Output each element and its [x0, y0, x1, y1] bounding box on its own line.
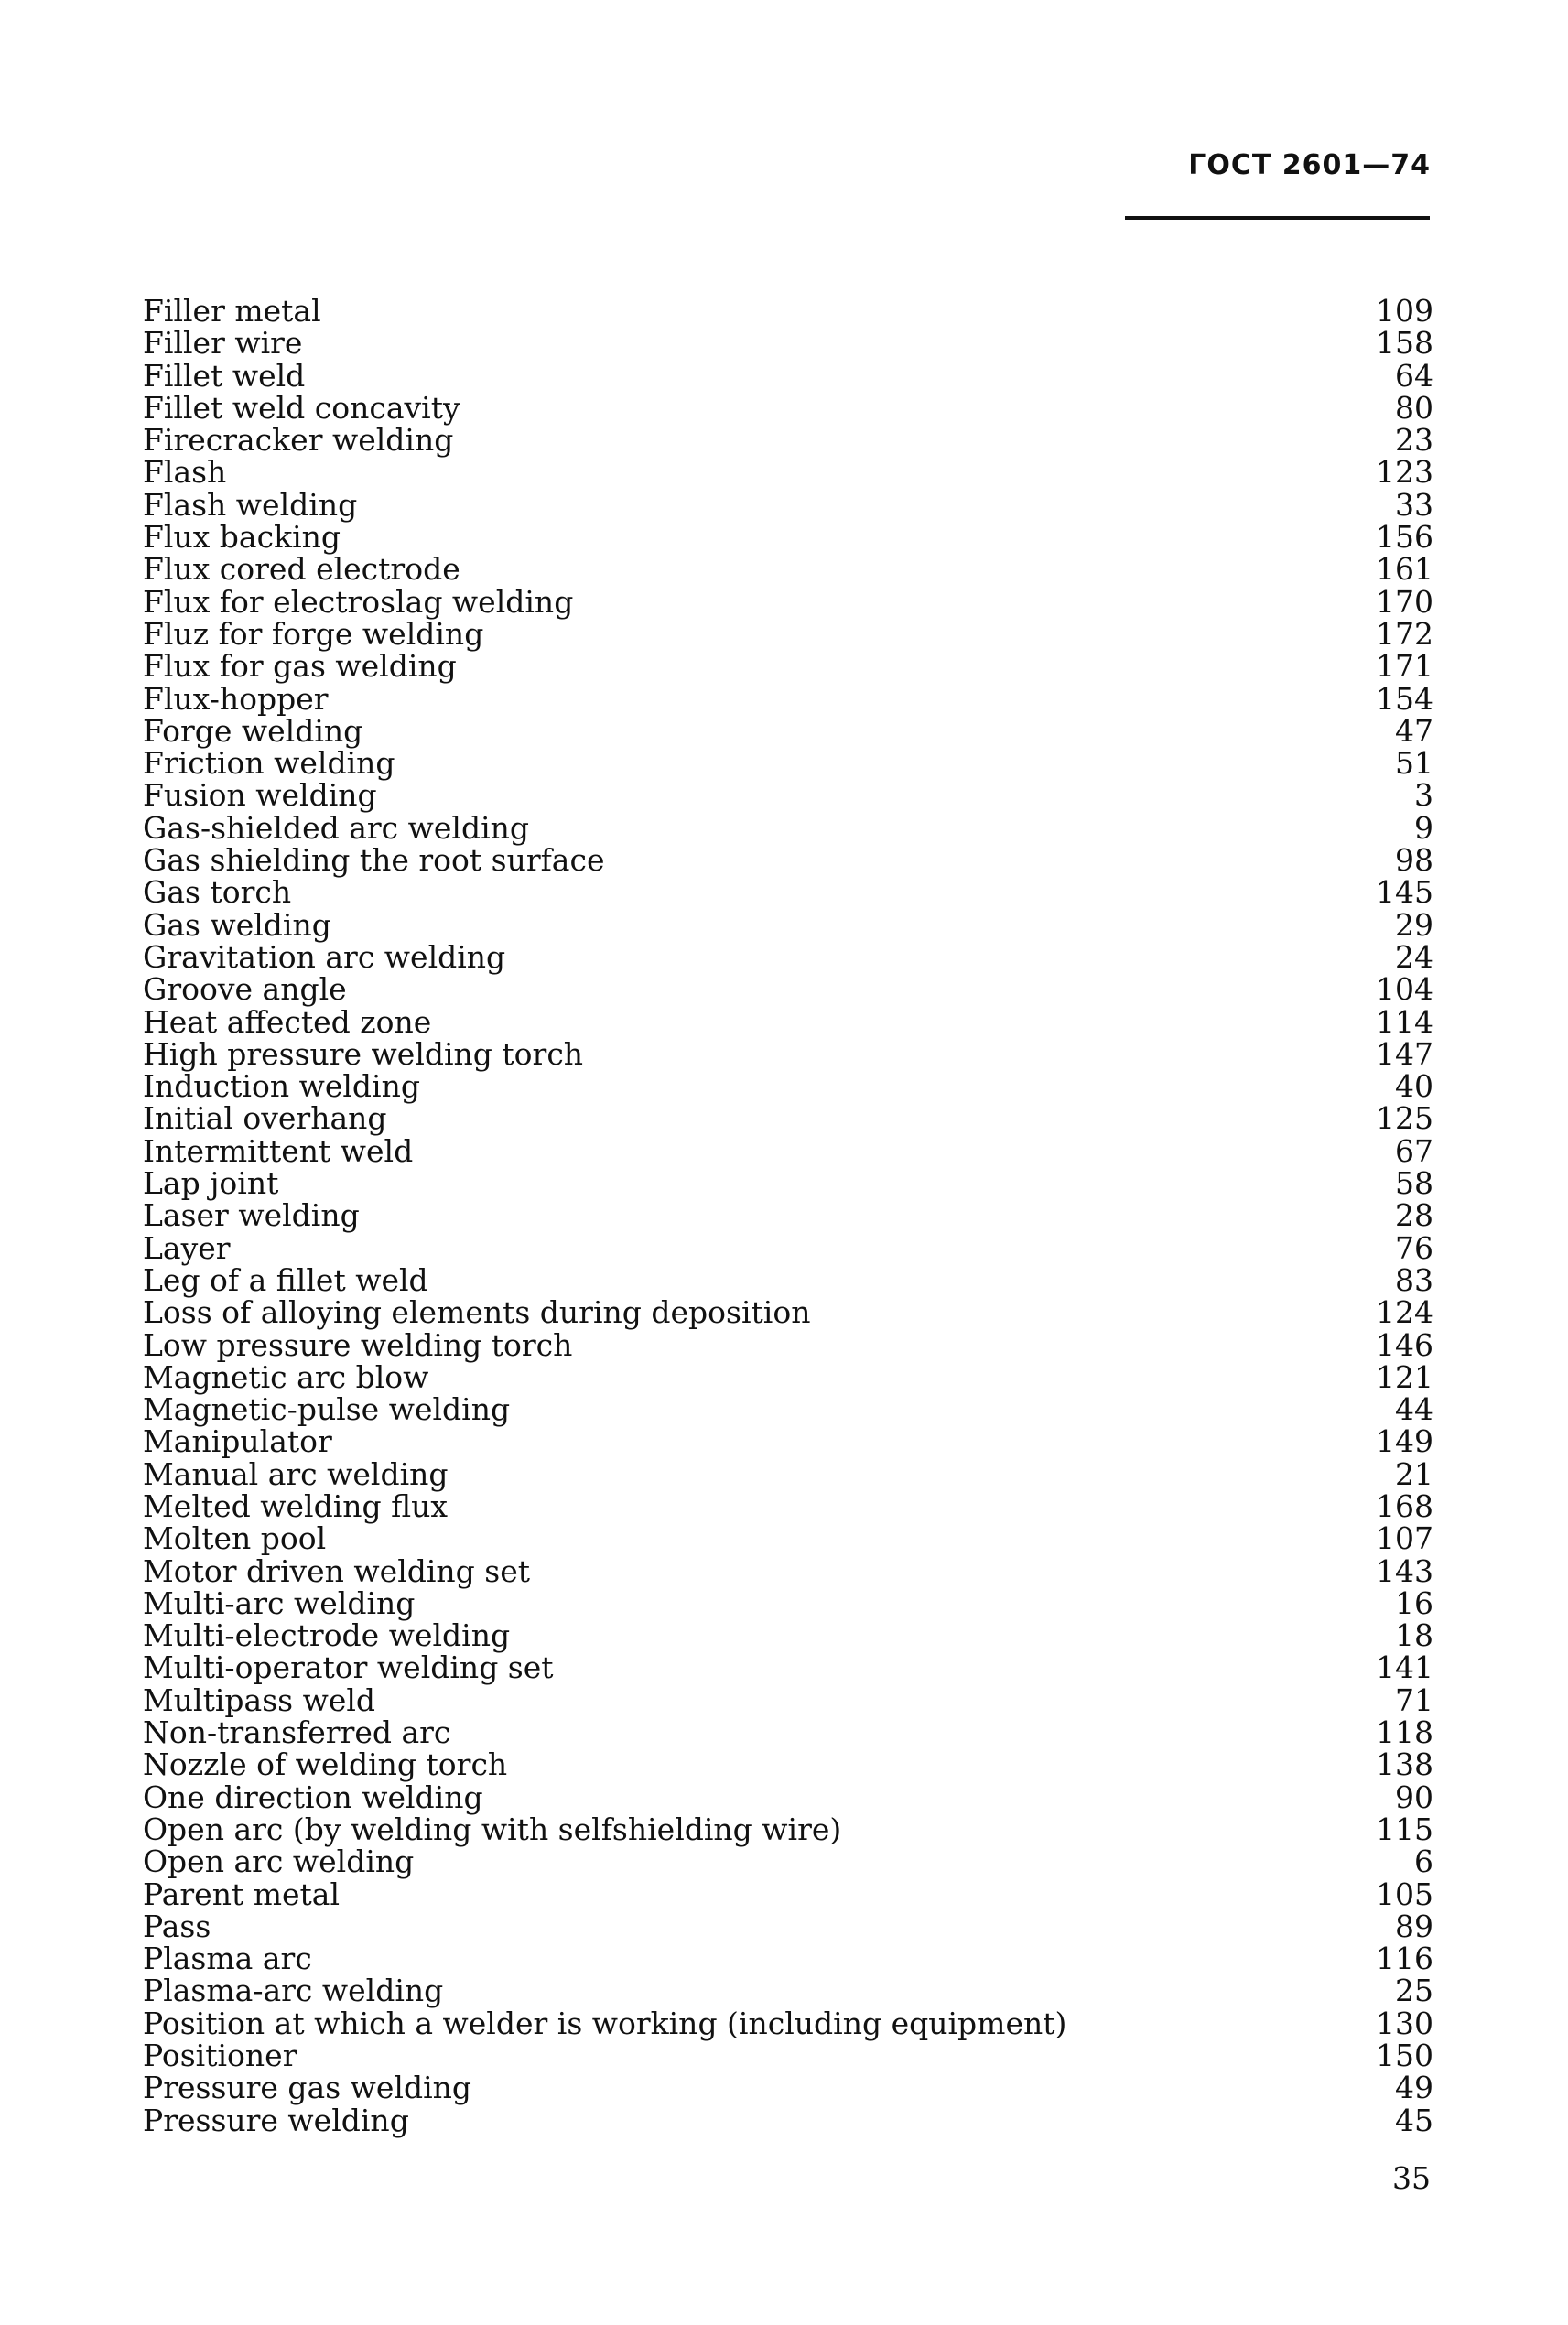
index-entry	[143, 1132, 1433, 1169]
index-entry	[143, 809, 1433, 846]
index-page-ref: 67	[1395, 1132, 1433, 1169]
index-page-ref: 51	[1395, 745, 1433, 782]
standard-code-header: ГОСТ 2601—74	[1188, 149, 1431, 181]
index-page-ref: 143	[1376, 1552, 1433, 1589]
index-entry	[143, 389, 1433, 426]
term-index-list	[143, 295, 1433, 2136]
index-page-ref: 138	[1376, 1746, 1433, 1783]
index-entry	[143, 1520, 1433, 1557]
index-term: Gas-shielded arc welding	[143, 809, 530, 846]
index-page-ref: 116	[1376, 1941, 1433, 1977]
index-page-ref: 154	[1376, 680, 1433, 717]
index-page-ref: 3	[1414, 777, 1433, 814]
index-entry	[143, 519, 1433, 556]
index-page-ref: 21	[1395, 1455, 1433, 1492]
index-entry	[143, 357, 1433, 394]
index-entry	[143, 1584, 1433, 1621]
index-entry	[143, 745, 1433, 782]
index-term: Pass	[143, 1908, 211, 1944]
index-entry	[143, 1391, 1433, 1428]
index-entry	[143, 938, 1433, 975]
index-page-ref: 109	[1376, 293, 1433, 329]
index-term: Filler wire	[143, 325, 303, 362]
index-term: Manipulator	[143, 1423, 332, 1460]
index-page-ref: 9	[1414, 809, 1433, 846]
index-page-ref: 158	[1376, 325, 1433, 362]
index-page-ref: 123	[1376, 454, 1433, 491]
index-term: Forge welding	[143, 712, 363, 749]
index-page-ref: 23	[1395, 422, 1433, 459]
index-term: Gravitation arc welding	[143, 938, 506, 975]
index-term: Gas torch	[143, 874, 292, 911]
index-term: Multi-arc welding	[143, 1584, 416, 1621]
index-entry	[143, 648, 1433, 685]
index-page-ref: 156	[1376, 519, 1433, 556]
index-entry	[143, 971, 1433, 1008]
index-entry	[143, 1844, 1433, 1880]
index-page-ref: 107	[1376, 1520, 1433, 1557]
index-page-ref: 18	[1395, 1617, 1433, 1654]
index-entry	[143, 1197, 1433, 1234]
index-entry	[143, 583, 1433, 620]
index-term: Low pressure welding torch	[143, 1326, 573, 1363]
index-entry	[143, 1781, 1433, 1813]
index-page-ref: 172	[1376, 615, 1433, 652]
index-page-ref: 147	[1376, 1035, 1433, 1072]
index-page-ref: 47	[1395, 712, 1433, 749]
index-term: Manual arc welding	[143, 1455, 449, 1492]
index-entry	[143, 1035, 1433, 1072]
index-term: Multi-electrode welding	[143, 1617, 511, 1654]
index-entry	[143, 1973, 1433, 2009]
index-entry	[143, 1358, 1433, 1395]
index-term: Pressure welding	[143, 2102, 409, 2138]
index-page-ref: 145	[1376, 874, 1433, 911]
index-page-ref: 118	[1376, 1714, 1433, 1751]
index-entry	[143, 1684, 1433, 1716]
index-term: Laser welding	[143, 1197, 360, 1234]
index-page-ref: 168	[1376, 1487, 1433, 1524]
index-entry	[143, 2070, 1433, 2106]
index-term: Flux for gas welding	[143, 648, 457, 685]
index-term: Plasma-arc welding	[143, 1973, 444, 2009]
index-term: Open arc welding	[143, 1844, 415, 1880]
index-entry	[143, 454, 1433, 491]
index-page-ref: 161	[1376, 551, 1433, 588]
page-number: 35	[1392, 2160, 1431, 2196]
index-entry	[143, 2007, 1433, 2039]
index-entry	[143, 1649, 1433, 1686]
index-entry	[143, 680, 1433, 717]
index-page-ref: 114	[1376, 1003, 1433, 1040]
index-entry	[143, 1746, 1433, 1783]
index-term: Parent metal	[143, 1876, 341, 1912]
index-page-ref: 80	[1395, 389, 1433, 426]
index-entry	[143, 1261, 1433, 1298]
index-entry	[143, 777, 1433, 814]
index-entry	[143, 422, 1433, 459]
index-term: Flux-hopper	[143, 680, 329, 717]
index-term: Flash	[143, 454, 227, 491]
index-page-ref: 146	[1376, 1326, 1433, 1363]
index-page-ref: 141	[1376, 1649, 1433, 1686]
index-term: Magnetic-pulse welding	[143, 1391, 511, 1428]
index-entry	[143, 1423, 1433, 1460]
index-term: Flux for electroslag welding	[143, 583, 574, 620]
index-page-ref: 40	[1395, 1068, 1433, 1105]
index-entry	[143, 1165, 1433, 1202]
index-term: Fillet weld	[143, 357, 306, 394]
index-term: Intermittent weld	[143, 1132, 414, 1169]
index-entry	[143, 906, 1433, 943]
index-page-ref: 89	[1395, 1908, 1433, 1944]
index-page-ref: 28	[1395, 1197, 1433, 1234]
index-entry	[143, 295, 1433, 327]
index-term: Flux backing	[143, 519, 341, 556]
index-entry	[143, 1326, 1433, 1363]
index-entry	[143, 1455, 1433, 1492]
index-page-ref: 6	[1414, 1844, 1433, 1880]
index-term: Open arc (by welding with selfshielding wire)	[143, 1811, 842, 1847]
index-page-ref: 130	[1376, 2005, 1433, 2041]
index-term: Nozzle of welding torch	[143, 1746, 508, 1783]
index-entry	[143, 1910, 1433, 1942]
index-term: High pressure welding torch	[143, 1035, 584, 1072]
index-entry	[143, 615, 1433, 652]
index-term: Initial overhang	[143, 1100, 387, 1137]
index-page-ref: 24	[1395, 938, 1433, 975]
index-entry	[143, 1100, 1433, 1137]
index-entry	[143, 325, 1433, 362]
index-term: Layer	[143, 1229, 231, 1266]
index-page-ref: 104	[1376, 971, 1433, 1008]
index-entry	[143, 1294, 1433, 1331]
index-entry	[143, 2104, 1433, 2136]
index-page-ref: 44	[1395, 1391, 1433, 1428]
index-entry	[143, 1487, 1433, 1524]
index-entry	[143, 1068, 1433, 1105]
index-entry	[143, 1003, 1433, 1040]
index-term: Friction welding	[143, 745, 395, 782]
index-entry	[143, 1813, 1433, 1845]
index-term: Positioner	[143, 2038, 297, 2074]
index-term: Flux cored electrode	[143, 551, 460, 588]
index-page-ref: 98	[1395, 842, 1433, 879]
header-rule	[1125, 216, 1430, 220]
index-entry	[143, 1878, 1433, 1910]
index-term: Leg of a fillet weld	[143, 1261, 428, 1298]
index-term: Gas shielding the root surface	[143, 842, 605, 879]
index-page-ref: 121	[1376, 1358, 1433, 1395]
index-term: Fillet weld concavity	[143, 389, 460, 426]
index-page-ref: 83	[1395, 1261, 1433, 1298]
index-term: Molten pool	[143, 1520, 327, 1557]
index-term: Position at which a welder is working (including equipment)	[143, 2005, 1067, 2041]
index-page-ref: 29	[1395, 906, 1433, 943]
index-page-ref: 171	[1376, 648, 1433, 685]
index-page-ref: 71	[1395, 1682, 1433, 1718]
index-term: Magnetic arc blow	[143, 1358, 429, 1395]
index-term: Fusion welding	[143, 777, 377, 814]
index-entry	[143, 874, 1433, 911]
index-page-ref: 124	[1376, 1294, 1433, 1331]
index-term: Loss of alloying elements during deposition	[143, 1294, 811, 1331]
index-page-ref: 76	[1395, 1229, 1433, 1266]
index-page-ref: 90	[1395, 1779, 1433, 1815]
index-term: Firecracker welding	[143, 422, 454, 459]
index-term: Non-transferred arc	[143, 1714, 451, 1751]
index-page-ref: 105	[1376, 1876, 1433, 1912]
index-entry	[143, 1229, 1433, 1266]
index-page-ref: 150	[1376, 2038, 1433, 2074]
index-page-ref: 149	[1376, 1423, 1433, 1460]
index-entry	[143, 1617, 1433, 1654]
index-term: One direction welding	[143, 1779, 483, 1815]
index-entry	[143, 712, 1433, 749]
index-term: Motor driven welding set	[143, 1552, 531, 1589]
index-term: Induction welding	[143, 1068, 420, 1105]
index-entry	[143, 486, 1433, 523]
index-entry	[143, 1552, 1433, 1589]
index-page-ref: 115	[1376, 1811, 1433, 1847]
index-page-ref: 45	[1395, 2102, 1433, 2138]
index-term: Plasma arc	[143, 1941, 312, 1977]
index-page-ref: 58	[1395, 1165, 1433, 1202]
index-page-ref: 170	[1376, 583, 1433, 620]
index-entry	[143, 2038, 1433, 2074]
index-term: Flash welding	[143, 486, 358, 523]
index-page-ref: 33	[1395, 486, 1433, 523]
index-term: Groove angle	[143, 971, 347, 1008]
index-page-ref: 16	[1395, 1584, 1433, 1621]
index-entry	[143, 842, 1433, 879]
index-entry	[143, 551, 1433, 588]
index-page-ref: 125	[1376, 1100, 1433, 1137]
index-page-ref: 64	[1395, 357, 1433, 394]
index-term: Filler metal	[143, 293, 321, 329]
index-entry	[143, 1714, 1433, 1751]
index-term: Fluz for forge welding	[143, 615, 484, 652]
index-entry	[143, 1941, 1433, 1977]
index-term: Gas welding	[143, 906, 331, 943]
index-term: Multi-operator welding set	[143, 1649, 554, 1686]
index-page-ref: 49	[1395, 2070, 1433, 2106]
index-term: Heat affected zone	[143, 1003, 432, 1040]
index-term: Pressure gas welding	[143, 2070, 472, 2106]
index-page-ref: 25	[1395, 1973, 1433, 2009]
index-term: Melted welding flux	[143, 1487, 449, 1524]
index-term: Multipass weld	[143, 1682, 376, 1718]
index-term: Lap joint	[143, 1165, 279, 1202]
